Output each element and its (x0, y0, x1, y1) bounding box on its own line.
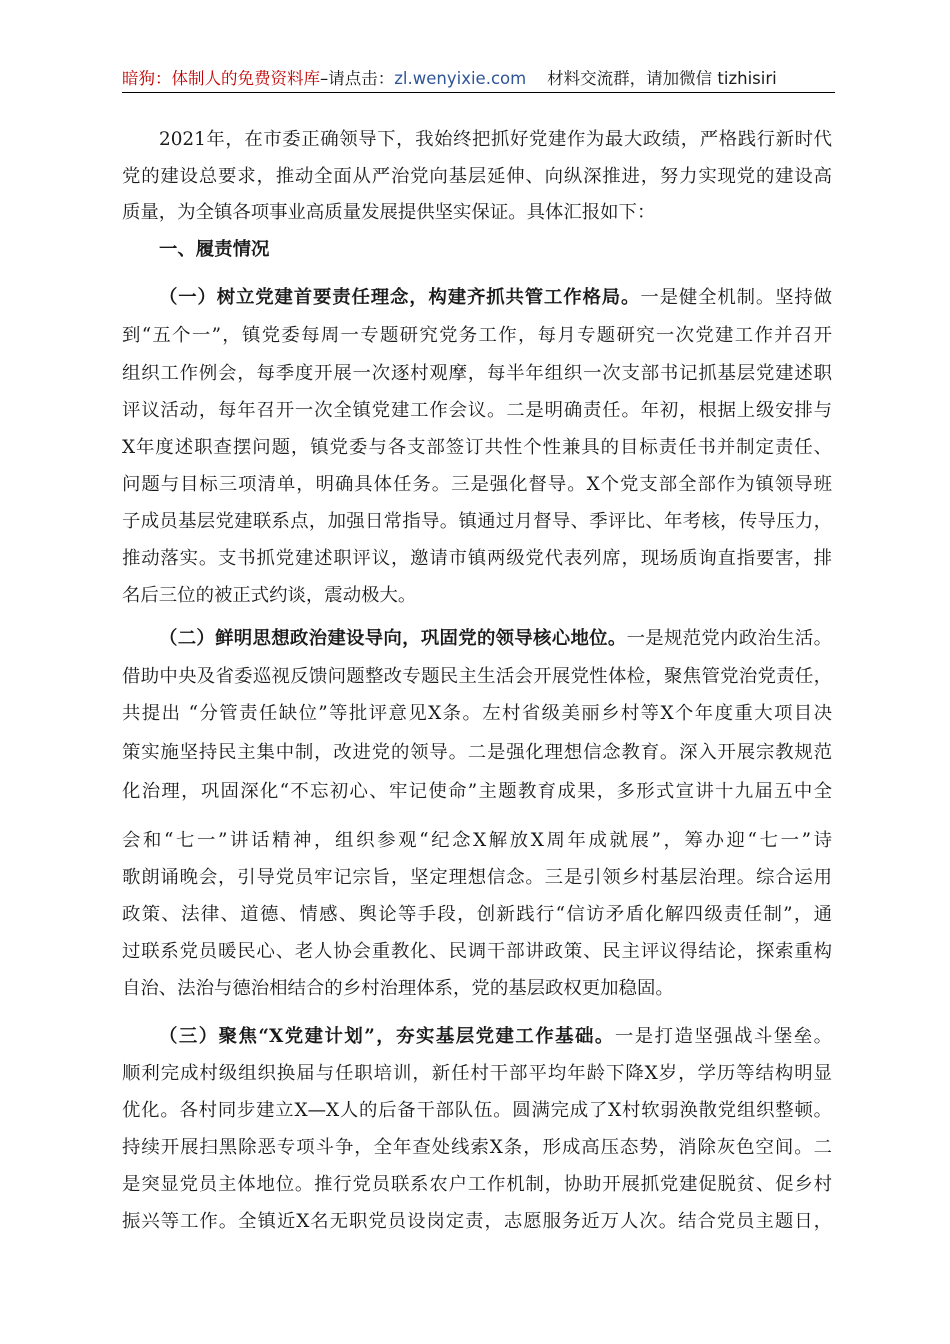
subsection-heading: （三）聚焦“X党建计划”，夯实基层党建工作基础。 (159, 1026, 615, 1047)
paragraph-line: 组织工作例会，每季度开展一次逐村观摩，每半年组织一次支部书记抓基层党建述职 (122, 363, 832, 384)
paragraph-line: 到“五个一”，镇党委每周一专题研究党务工作，每月专题研究一次党建工作并召开 (122, 325, 832, 346)
paragraph-line: 优化。各村同步建立X—X人的后备干部队伍。圆满完成了X村软弱涣散党组织整顿。 (122, 1100, 832, 1121)
paragraph-line: 会和“七一”讲话精神，组织参观“纪念X解放X周年成就展”，筹办迎“七一”诗 (122, 830, 832, 851)
paragraph-line: 策实施坚持民主集中制，改进党的领导。二是强化理想信念教育。深入开展宗教规范 (122, 742, 832, 763)
page-header (122, 66, 835, 92)
paragraph-line: X年度述职查摆问题，镇党委与各支部签订共性个性兼具的目标责任书并制定责任、 (122, 437, 832, 458)
paragraph-line: 化治理，巩固深化“不忘初心、牢记使命”主题教育成果，多形式宣讲十九届五中全 (122, 781, 832, 802)
paragraph-line: 政策、法律、道德、情感、舆论等手段，创新践行“信访矛盾化解四级责任制”，通 (122, 904, 832, 925)
subsection-heading: （一）树立党建首要责任理念，构建齐抓共管工作格局。 (159, 287, 641, 308)
paragraph-line: 是突显党员主体地位。推行党员联系农户工作机制，协助开展抓党建促脱贫、促乡村 (122, 1174, 832, 1195)
paragraph-line: 振兴等工作。全镇近X名无职党员设岗定责，志愿服务近万人次。结合党员主题日， (122, 1211, 832, 1232)
paragraph-line: 过联系党员暖民心、老人协会重教化、民调干部讲政策、民主评议得结论，探索重构 (122, 941, 832, 962)
paragraph-line: 顺利完成村级组织换届与任职培训，新任村干部平均年龄下降X岁，学历等结构明显 (122, 1063, 832, 1084)
header-divider (122, 92, 835, 93)
paragraph-line: 问题与目标三项清单，明确具体任务。三是强化督导。X个党支部全部作为镇领导班 (122, 474, 832, 495)
header-url-link[interactable]: zl.wenyixie.com (394, 69, 527, 88)
paragraph-line: 共提出 “分管责任缺位”等批评意见X条。左村省级美丽乡村等X个年度重大项目决 (122, 703, 832, 724)
paragraph-text: 一是规范党内政治生活。 (626, 628, 832, 649)
section-heading: 一、履责情况 (159, 239, 270, 260)
subsection-heading: （二）鲜明思想政治建设导向，巩固党的领导核心地位。 (159, 628, 627, 649)
paragraph-line: 质量，为全镇各项事业高质量发展提供坚实保证。具体汇报如下： (122, 202, 656, 223)
paragraph-line: 借助中央及省委巡视反馈问题整改专题民主生活会开展党性体检，聚焦管党治党责任， (122, 666, 832, 687)
header-click-text: –请点击： (320, 69, 395, 88)
paragraph-line: 评议活动，每年召开一次全镇党建工作会议。二是明确责任。年初，根据上级安排与 (122, 400, 832, 421)
header-brand: 暗狗：体制人的免费资料库 (122, 69, 320, 88)
paragraph-line: 推动落实。支书抓党建述职评议，邀请市镇两级党代表列席，现场质询直指要害，排 (122, 548, 832, 569)
paragraph-line: 自治、法治与德治相结合的乡村治理体系，党的基层政权更加稳固。 (122, 978, 674, 999)
paragraph-text: 一是健全机制。坚持做 (640, 287, 832, 308)
paragraph-text: 一是打造坚强战斗堡垒。 (614, 1026, 832, 1047)
paragraph-line (159, 627, 832, 651)
paragraph-line (159, 1025, 832, 1049)
paragraph-line: 名后三位的被正式约谈，震动极大。 (122, 585, 417, 606)
paragraph-line: 歌朗诵晚会，引导党员牢记宗旨，坚定理想信念。三是引领乡村基层治理。综合运用 (122, 867, 832, 888)
paragraph-line: 持续开展扫黑除恶专项斗争，全年查处线索X条，形成高压态势，消除灰色空间。二 (122, 1137, 832, 1158)
paragraph-line: 子成员基层党建联系点，加强日常指导。镇通过月督导、季评比、年考核，传导压力， (122, 511, 832, 532)
paragraph-line: 2021年，在市委正确领导下，我始终把抓好党建作为最大政绩，严格践行新时代 (159, 129, 832, 150)
paragraph-line (159, 286, 832, 310)
paragraph-line: 党的建设总要求，推动全面从严治党向基层延伸、向纵深推进，努力实现党的建设高 (122, 166, 832, 187)
header-contact: 材料交流群，请加微信 tizhisiri (547, 69, 777, 88)
